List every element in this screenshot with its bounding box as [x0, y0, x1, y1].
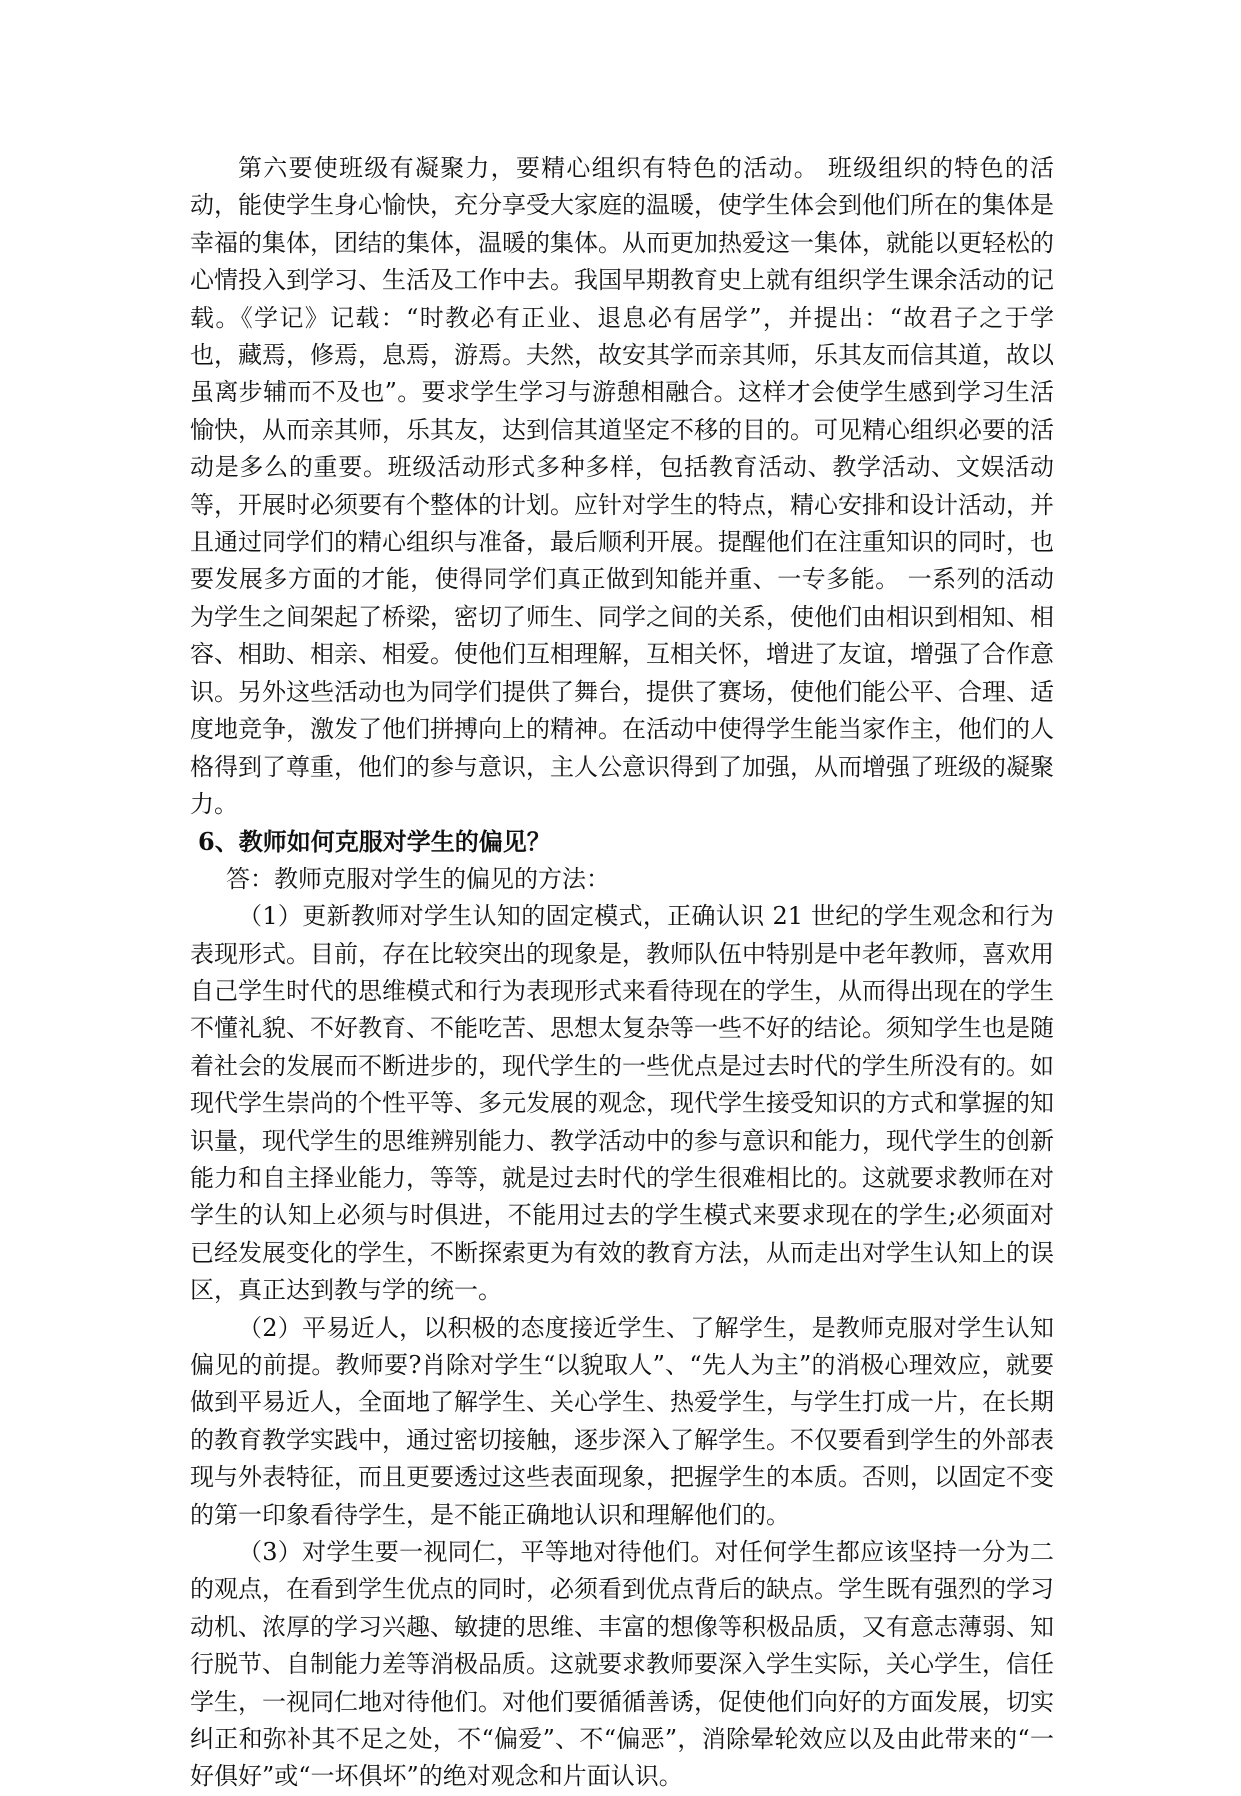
paragraph-class-cohesion: 第六要使班级有凝聚力，要精心组织有特色的活动。 班级组织的特色的活动，能使学生身心愉快，充分享受大家庭的温暖，使学生体会到他们所在的集体是幸福的集体，团结的集体，温暖的集体。从而更加热爱这一集体，就能以更轻松的心情投入到学习、生活及工作中去。我国早期教育史上就有组织学生课余活动的记载。《学记》记载：“时教必有正业、退息必有居学”，并提出：“故君子之于学也，藏焉，修焉，息焉，游焉。夫然，故安其学而亲其师，乐其友而信其道，故以虽离步辅而不及也”。要求学生学习与游憩相融合。这样才会使学生感到学习生活愉快，从而亲其师，乐其友，达到信其道坚定不移的目的。可见精心组织必要的活动是多么的重要。班级活动形式多种多样，包括教育活动、教学活动、文娱活动等，开展时必须要有个整体的计划。应针对学生的特点，精心安排和设计活动，并且通过同学们的精心组织与准备，最后顺利开展。提醒他们在注重知识的同时，也要发展多方面的才能，使得同学们真正做到知能并重、一专多能。 一系列的活动为学生之间架起了桥梁，密切了师生、同学之间的关系，使他们由相识到相知、相容、相助、相亲、相爱。使他们互相理解，互相关怀，增进了友谊，增强了合作意识。另外这些活动也为同学们提供了舞台，提供了赛场，使他们能公平、合理、适度地竞争，激发了他们拼搏向上的精神。在活动中使得学生能当家作主，他们的人格得到了尊重，他们的参与意识，主人公意识得到了加强，从而增强了班级的凝聚力。: [190, 154, 1054, 818]
document-page: [190, 150, 1054, 1796]
answer-intro: 答：教师克服对学生的偏见的方法：: [226, 864, 610, 893]
paragraph-point-1: （1）更新教师对学生认知的固定模式，正确认识 21 世纪的学生观念和行为表现形式。目前，存在比较突出的现象是，教师队伍中特别是中老年教师，喜欢用自己学生时代的思维模式和行为表现形式来看待现在的学生，从而得出现在的学生不懂礼貌、不好教育、不能吃苦、思想太复杂等一些不好的结论。须知学生也是随着社会的发展而不断进步的，现代学生的一些优点是过去时代的学生所没有的。如现代学生崇尚的个性平等、多元发展的观念，现代学生接受知识的方式和掌握的知识量，现代学生的思维辨别能力、教学活动中的参与意识和能力，现代学生的创新能力和自主择业能力，等等，就是过去时代的学生很难相比的。这就要求教师在对学生的认知上必须与时俱进，不能用过去的学生模式来要求现在的学生;必须面对已经发展变化的学生，不断探索更为有效的教育方法，从而走出对学生认知上的误区，真正达到教与学的统一。: [190, 902, 1054, 1305]
section-heading-teacher-bias: 6、教师如何克服对学生的偏见？: [198, 827, 551, 857]
paragraph-point-2: （2）平易近人，以积极的态度接近学生、了解学生，是教师克服对学生认知偏见的前提。教师要?肖除对学生“以貌取人”、“先人为主”的消极心理效应，就要做到平易近人，全面地了解学生、关心学生、热爱学生，与学生打成一片，在长期的教育教学实践中，通过密切接触，逐步深入了解学生。不仅要看到学生的外部表现与外表特征，而且更要透过这些表面现象，把握学生的本质。否则，以固定不变的第一印象看待学生，是不能正确地认识和理解他们的。: [190, 1313, 1054, 1529]
paragraph-point-3: （3）对学生要一视同仁，平等地对待他们。对任何学生都应该坚持一分为二的观点，在看到学生优点的同时，必须看到优点背后的缺点。学生既有强烈的学习动机、浓厚的学习兴趣、敏捷的思维、丰富的想像等积极品质，又有意志薄弱、知行脱节、自制能力差等消极品质。这就要求教师要深入学生实际，关心学生，信任学生，一视同仁地对待他们。对他们要循循善诱，促使他们向好的方面发展，切实纠正和弥补其不足之处，不“偏爱”、不“偏恶”，消除晕轮效应以及由此带来的“一好俱好”或“一坏俱坏”的绝对观念和片面认识。: [190, 1538, 1054, 1791]
